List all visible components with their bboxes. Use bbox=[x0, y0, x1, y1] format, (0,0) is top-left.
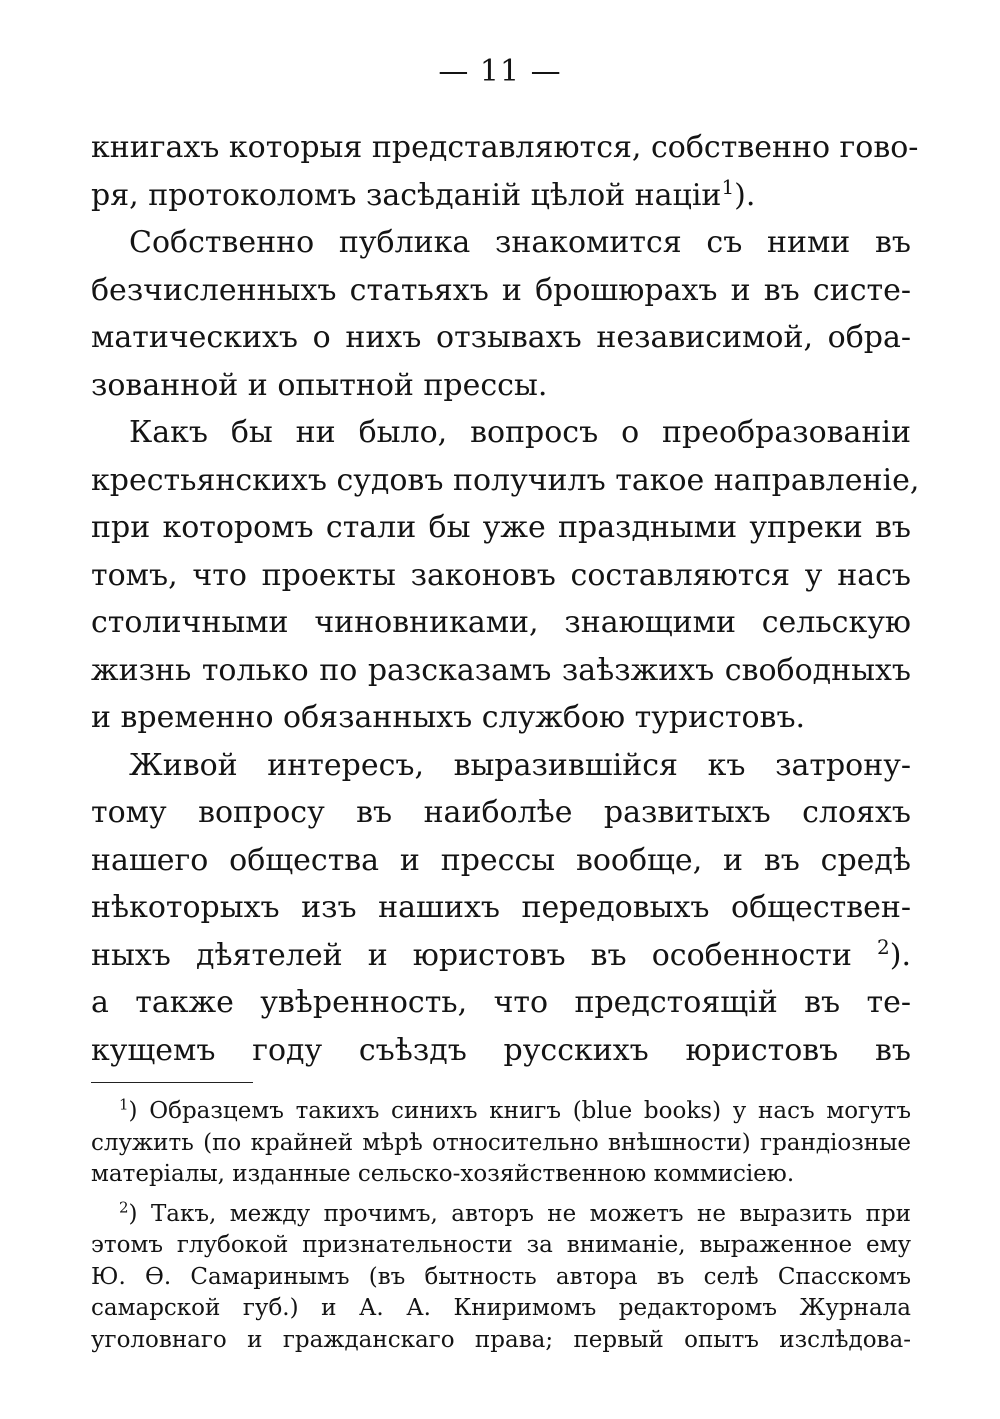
footnote-2-line: уголовнаго и гражданскаго права; первый опытъ изслѣдова- bbox=[91, 1326, 911, 1353]
footnote-2-line: этомъ глубокой признательности за вниманіе, выраженное ему bbox=[91, 1232, 911, 1258]
text-line: томъ, что проекты законовъ составляются у насъ bbox=[91, 557, 911, 593]
footnote-1-line: служить (по крайней мѣрѣ относительно внѣшности) грандіозные bbox=[91, 1129, 911, 1156]
footnote-ref-2[interactable]: 2 bbox=[877, 934, 890, 959]
text-line: тому вопросу въ наиболѣе развитыхъ слояхъ bbox=[91, 795, 911, 830]
text-line: Какъ бы ни было, вопросъ о преобразованіи bbox=[129, 415, 911, 450]
footnote-divider bbox=[91, 1082, 253, 1083]
text-line-tail: ). bbox=[889, 937, 911, 973]
footnote-2-marker: 2 bbox=[119, 1197, 129, 1216]
footnote-1-marker: 1 bbox=[119, 1095, 129, 1114]
text-line: матическихъ о нихъ отзывахъ независимой, обра- bbox=[91, 320, 911, 355]
footnote-ref-1[interactable]: 1 bbox=[721, 174, 735, 199]
footnote-2-line bbox=[91, 1199, 911, 1231]
text-line bbox=[91, 172, 911, 220]
footnote-text: ) Такъ, между прочимъ, авторъ не можетъ не выразить при bbox=[128, 1200, 911, 1227]
footnote-1-line: матеріалы, изданные сельско-хозяйственною коммисіею. bbox=[91, 1161, 795, 1187]
text-line: а также увѣренность, что предстоящій въ те- bbox=[91, 985, 911, 1020]
text-line-content: ныхъ дѣятелей и юристовъ въ особенности bbox=[91, 937, 852, 973]
footnote-2-line: самарской губ.) и А. А. Книримомъ редакторомъ Журнала bbox=[91, 1295, 911, 1321]
page-number: — 11 — bbox=[438, 54, 562, 89]
text-line-tail: ). bbox=[734, 177, 756, 213]
text-line: нашего общества и прессы вообще, и въ средѣ bbox=[91, 842, 911, 878]
footnote-text: ) Образцемъ такихъ синихъ книгъ (blue books) у насъ могутъ bbox=[128, 1098, 911, 1124]
text-line: зованной и опытной прессы. bbox=[91, 367, 548, 403]
footnotes bbox=[91, 1096, 911, 1356]
text-line: Живой интересъ, выразившійся къ затрону- bbox=[129, 747, 911, 783]
footnote-1-line bbox=[91, 1096, 911, 1128]
text-line: Собственно публика знакомится съ ними въ bbox=[129, 225, 911, 260]
text-line: при которомъ стали бы уже праздными упреки въ bbox=[91, 510, 911, 545]
text-line: кущемъ году съѣздъ русскихъ юристовъ въ bbox=[91, 1032, 911, 1068]
text-line: книгахъ которыя представляются, собственно гово- bbox=[91, 130, 919, 165]
footnote-2-line: Ю. Ѳ. Самаринымъ (въ бытность автора въ селѣ Спасскомъ bbox=[91, 1263, 911, 1290]
text-line: жизнь только по разсказамъ заѣзжихъ свободныхъ bbox=[91, 652, 911, 688]
text-line: нѣкоторыхъ изъ нашихъ передовыхъ обществен- bbox=[91, 890, 911, 925]
text-line: крестьянскихъ судовъ получилъ такое направленіе, bbox=[91, 462, 920, 498]
text-line: столичными чиновниками, знающими сельскую bbox=[91, 605, 911, 640]
text-line: и временно обязанныхъ службою туристовъ. bbox=[91, 700, 806, 735]
text-line bbox=[91, 932, 911, 980]
text-line-content: ря, протоколомъ засѣданій цѣлой націи bbox=[91, 177, 722, 213]
text-line: безчисленныхъ статьяхъ и брошюрахъ и въ систе- bbox=[91, 272, 911, 308]
body-text bbox=[91, 124, 920, 1074]
